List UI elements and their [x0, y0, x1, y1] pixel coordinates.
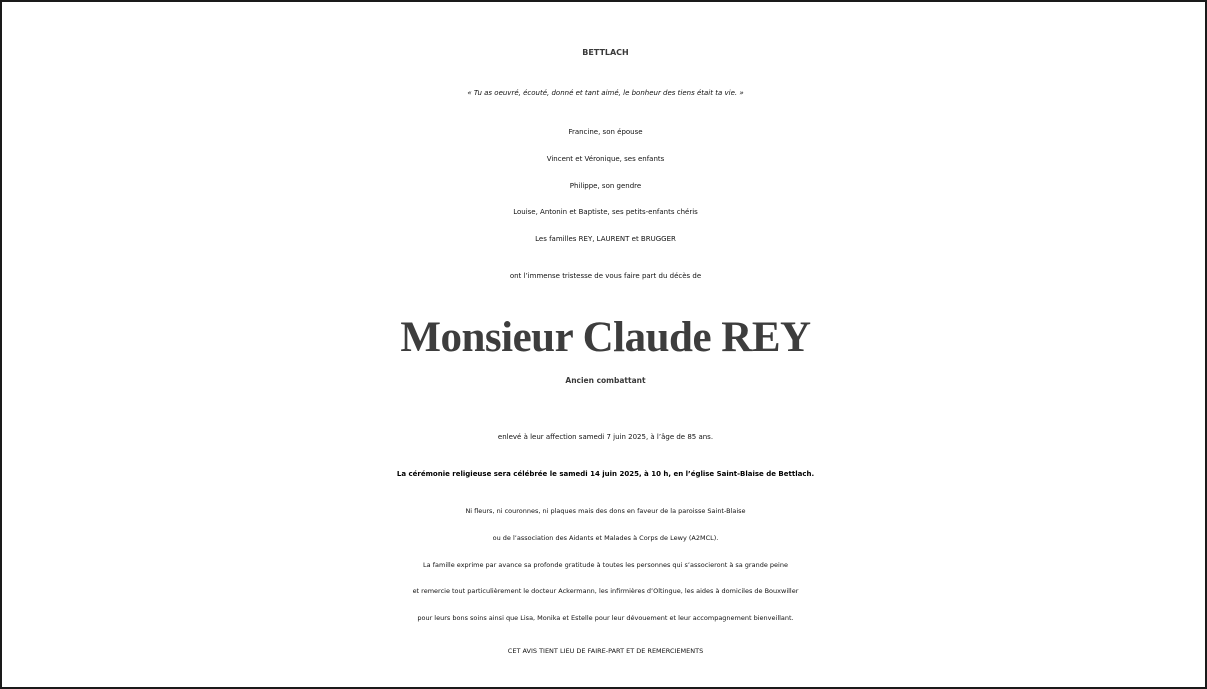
deceased-title: Ancien combattant [565, 376, 646, 385]
donation-line: ou de l’association des Aidants et Malades à Corps de Lewy (A2MCL). [492, 534, 719, 542]
family-member-line: Louise, Antonin et Baptiste, ses petits-enfants chéris [513, 208, 698, 216]
family-member-line: Francine, son épouse [568, 128, 643, 136]
epigraph-quote: « Tu as oeuvré, écouté, donné et tant aimé, le bonheur des tiens était ta vie. » [467, 89, 744, 97]
family-member-line: Vincent et Véronique, ses enfants [546, 155, 665, 163]
closing-note: CET AVIS TIENT LIEU DE FAIRE-PART ET DE REMERCIEMENTS [507, 647, 704, 655]
gratitude-line: et remercie tout particulièrement le docteur Ackermann, les infirmières d’Oltingue, les aides à domiciles de Bouxwiller [412, 587, 799, 595]
family-member-line: Philippe, son gendre [569, 182, 642, 190]
location-heading: BETTLACH [582, 48, 629, 57]
gratitude-line: La famille exprime par avance sa profonde gratitude à toutes les personnes qui s’associeront à sa grande peine [423, 561, 788, 569]
gratitude-line: pour leurs bons soins ainsi que Lisa, Monika et Estelle pour leur dévouement et leur accompagnement bienveillant. [417, 614, 794, 622]
family-member-line: Les familles REY, LAURENT et BRUGGER [535, 235, 676, 243]
ceremony-info: La cérémonie religieuse sera célébrée le samedi 14 juin 2025, à 10 h, en l’église Saint-Blaise de Bettlach. [396, 470, 815, 478]
donation-line: Ni fleurs, ni couronnes, ni plaques mais des dons en faveur de la paroisse Saint-Blaise [465, 507, 746, 515]
announcement-text: ont l’immense tristesse de vous faire part du décès de [509, 272, 702, 280]
deceased-name: Monsieur Claude REY [400, 314, 811, 361]
death-info: enlevé à leur affection samedi 7 juin 2025, à l’âge de 85 ans. [497, 433, 714, 441]
